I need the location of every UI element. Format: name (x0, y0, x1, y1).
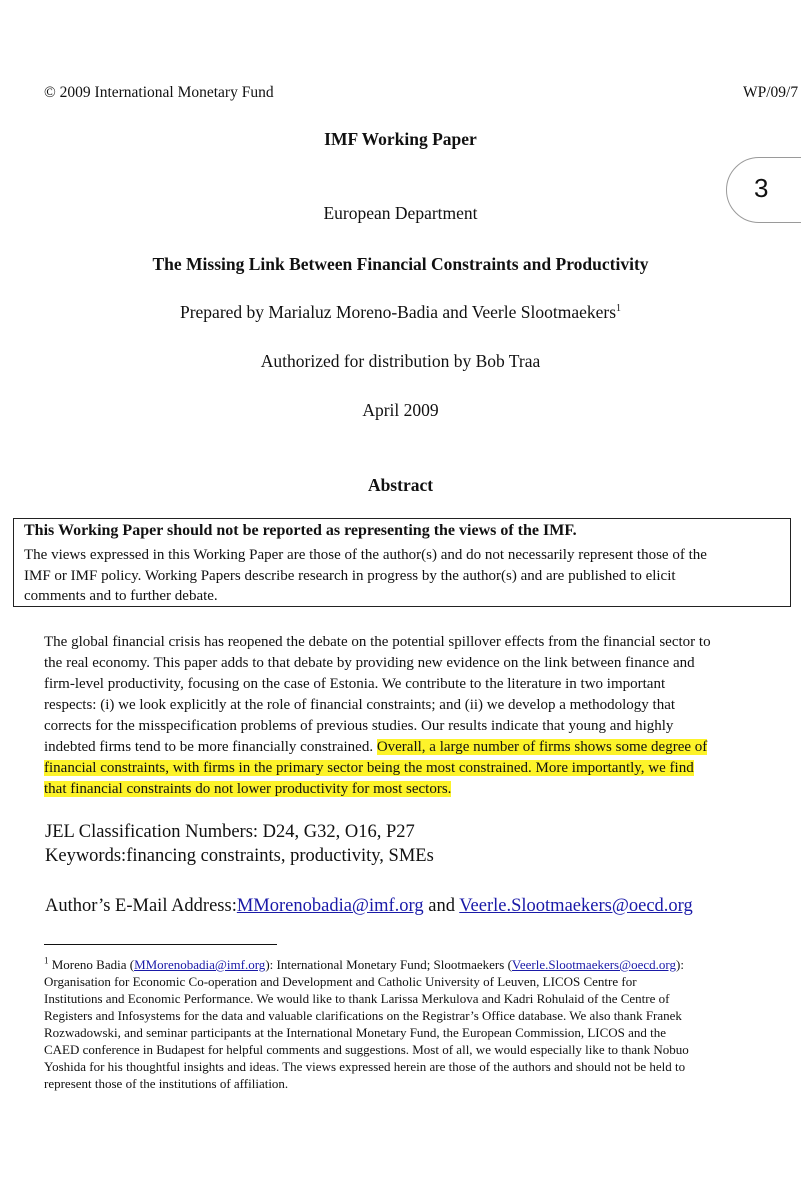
prepared-by (0, 302, 801, 323)
footnote-line: Yoshida for his thoughtful insights and ideas. The views expressed herein are those of the authors and should not be held to (44, 1059, 686, 1074)
authors: Prepared by Marialuz Moreno-Badia and Veerle Slootmaekers (179, 302, 617, 322)
disclaimer-heading: This Working Paper should not be reported as representing the views of the IMF. (24, 522, 577, 539)
abstract-line: The global financial crisis has reopened the debate on the potential spillover effects from the financial sector to (44, 634, 711, 650)
abstract-line (44, 737, 707, 757)
footnote-email-oecd[interactable]: Veerle.Slootmaekers@oecd.org (511, 957, 676, 972)
publication-date: April 2009 (362, 400, 439, 420)
highlighted-text: financial constraints, with firms in the primary sector being the most constrained. More importantly, we find (44, 760, 694, 776)
series-title: IMF Working Paper (324, 129, 477, 149)
disclaimer-line: comments and to further debate. (24, 588, 218, 604)
highlighted-text: Overall, a large number of firms shows some degree of (376, 739, 708, 755)
keywords-value: financing constraints, productivity, SMEs (126, 846, 434, 866)
footnote-number: 1 (44, 955, 49, 966)
email-address (45, 896, 693, 917)
abstract-line (44, 758, 694, 778)
abstract-line: firm-level productivity, focusing on the case of Estonia. We contribute to the literature in two important (44, 676, 666, 692)
abstract-line: the real economy. This paper adds to that debate by providing new evidence on the link between finance and (44, 655, 695, 671)
paper-title: The Missing Link Between Financial Constraints and Productivity (152, 254, 649, 274)
jel-classification: JEL Classification Numbers: D24, G32, O16, P27 (45, 822, 415, 842)
footnote-line: CAED conference in Budapest for helpful comments and suggestions. Most of all, we would especially like to thank Nobuo (44, 1042, 689, 1057)
footnote-email-imf[interactable]: MMorenobadia@imf.org (134, 957, 266, 972)
page-number: 3 (754, 173, 769, 203)
footnote-text: ): (675, 957, 684, 972)
email-joiner: and (423, 896, 460, 916)
footnote-text: ): International Monetary Fund; Slootmaekers ( (265, 957, 512, 972)
email-link-oecd[interactable]: Veerle.Slootmaekers@oecd.org (459, 896, 693, 916)
department: European Department (323, 203, 478, 223)
footnote-text: Moreno Badia ( (48, 957, 135, 972)
footnote-line (44, 957, 684, 973)
email-label: Author’s E-Mail Address: (45, 896, 237, 916)
abstract-line: corrects for the misspecification problems of previous studies. Our results indicate that young and highly (44, 718, 674, 734)
footnote-line: Institutions and Economic Performance. We would like to thank Larissa Merkulova and Kadri Rohulaid of the Centre of (44, 991, 670, 1006)
keywords-label: Keywords: (45, 846, 127, 866)
abstract-heading: Abstract (367, 475, 434, 495)
disclaimer-box (13, 518, 791, 607)
footnote-divider (44, 944, 277, 945)
disclaimer-line: The views expressed in this Working Paper are those of the author(s) and do not necessarily represent those of the (24, 547, 707, 563)
abstract-text: indebted firms tend to be more financially constrained. (44, 739, 377, 755)
highlighted-text: that financial constraints do not lower productivity for most sectors. (44, 781, 452, 797)
disclaimer-line: IMF or IMF policy. Working Papers describe research in progress by the author(s) and are published to elicit (24, 568, 676, 584)
abstract-line: respects: (i) we look explicitly at the role of financial constraints; and (ii) we develop a methodology that (44, 697, 676, 713)
keywords (45, 846, 434, 867)
footnote-line: Organisation for Economic Co-operation and Development and Catholic University of Leuven, LICOS Centre for (44, 974, 637, 989)
footnote-line: Registers and Infosystems for the data and valuable clarifications on the Registrar’s Office database. We also thank Franek (44, 1008, 682, 1023)
authorized-by: Authorized for distribution by Bob Traa (260, 351, 541, 371)
footnote-line: Rozwadowski, and seminar participants at the International Monetary Fund, the European Commission, LICOS and the (44, 1025, 667, 1040)
copyright-notice: © 2009 International Monetary Fund (44, 84, 274, 101)
email-link-imf[interactable]: MMorenobadia@imf.org (236, 896, 424, 916)
footnote-marker: 1 (616, 303, 622, 315)
abstract-line (44, 779, 451, 799)
footnote-line: represent those of the institutions of affiliation. (44, 1076, 289, 1091)
working-paper-number: WP/09/7 (743, 84, 799, 101)
